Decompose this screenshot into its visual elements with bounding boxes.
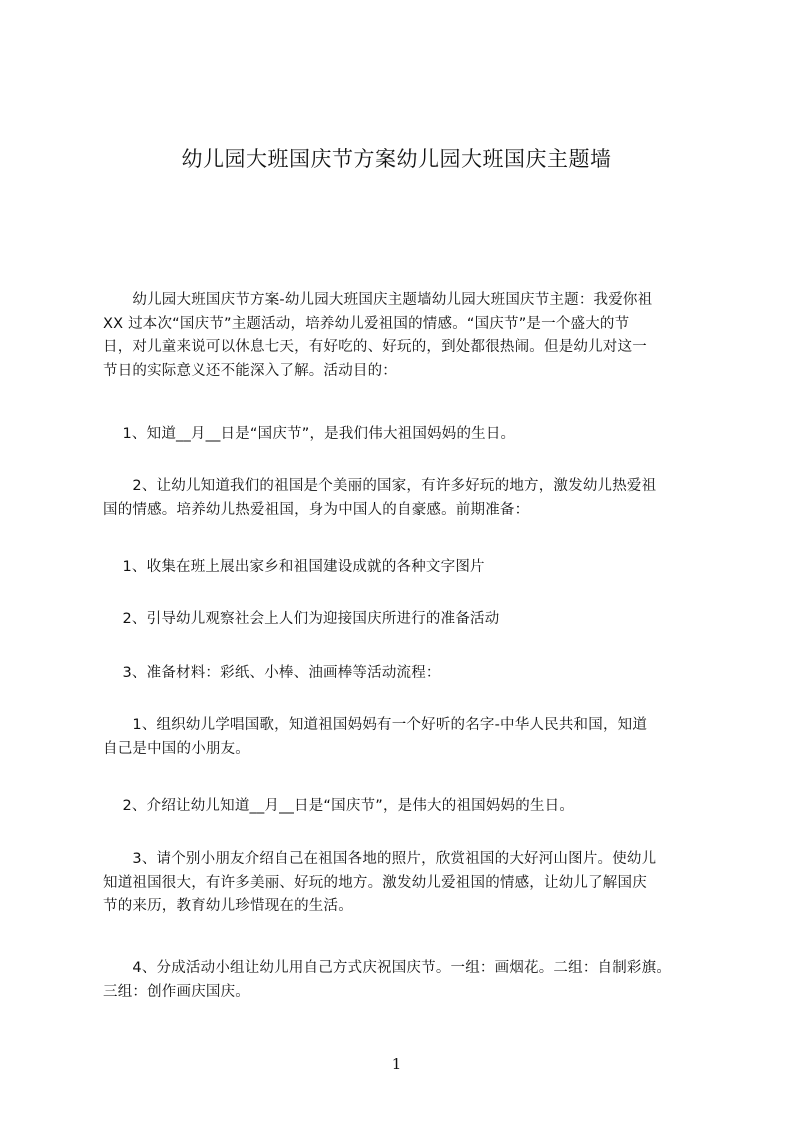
text-line: 3、请个别小朋友介绍自己在祖国各地的照片，欣赏祖国的大好河山图片。使幼儿 (103, 851, 657, 867)
document-title: 幼儿园大班国庆节方案幼儿园大班国庆主题墙 (181, 147, 612, 171)
text-line: 幼儿园大班国庆节方案-幼儿园大班国庆主题墙幼儿园大班国庆节主题：我爱你祖 (103, 292, 653, 308)
paragraph-intro (103, 289, 733, 383)
paragraph-step-2 (103, 795, 733, 819)
text-line: 节的来历，教育幼儿珍惜现在的生活。 (103, 898, 353, 914)
text-line: 1、组织幼儿学唱国歌，知道祖国妈妈有一个好听的名字-中华人民共和国，知道 (103, 717, 648, 733)
paragraph-step-3 (103, 848, 733, 919)
text-line: 知道祖国很大，有许多美丽、好玩的地方。激发幼儿爱祖国的情感，让幼儿了解国庆 (103, 874, 647, 891)
text-line: 2、让幼儿知道我们的祖国是个美丽的国家，有许多好玩的地方，激发幼儿热爱祖 (103, 478, 657, 494)
text-line: 日，对儿童来说可以休息七天，有好吃的、好玩的，到处都很热闹。但是幼儿对这一 (103, 339, 647, 355)
paragraph-goal-1 (103, 423, 733, 447)
paragraph-prep-1 (103, 556, 733, 580)
text-line: 1、知道__月__日是“国庆节”，是我们伟大祖国妈妈的生日。 (103, 426, 516, 442)
paragraph-step-1 (103, 714, 733, 761)
text-line: 3、准备材料：彩纸、小棒、油画棒等活动流程： (103, 665, 441, 681)
text-line: 2、介绍让幼儿知道__月__日是“国庆节”，是伟大的祖国妈妈的生日。 (103, 798, 575, 814)
text-line: 三组：创作画庆国庆。 (103, 983, 250, 1000)
paragraph-goal-2 (103, 475, 733, 522)
text-line: 4、分成活动小组让幼儿用自己方式庆祝国庆节。一组：画烟花。二组：自制彩旗。 (103, 960, 672, 976)
paragraph-step-4 (103, 957, 733, 1004)
text-line: 1、收集在班上展出家乡和祖国建设成就的各种文字图片 (103, 559, 485, 575)
paragraph-prep-3 (103, 662, 733, 686)
page-number: 1 (391, 1055, 402, 1073)
text-line: 2、引导幼儿观察社会上人们为迎接国庆所进行的准备活动 (103, 611, 500, 627)
text-line: XX 过本次“国庆节”主题活动，培养幼儿爱祖国的情感。“国庆节”是一个盛大的节 (103, 315, 630, 332)
text-line: 节日的实际意义还不能深入了解。活动目的： (103, 362, 397, 379)
text-line: 国的情感。培养幼儿热爱祖国，身为中国人的自豪感。前期准备： (103, 501, 530, 518)
text-line: 自己是中国的小朋友。 (103, 740, 250, 757)
paragraph-prep-2 (103, 608, 733, 632)
